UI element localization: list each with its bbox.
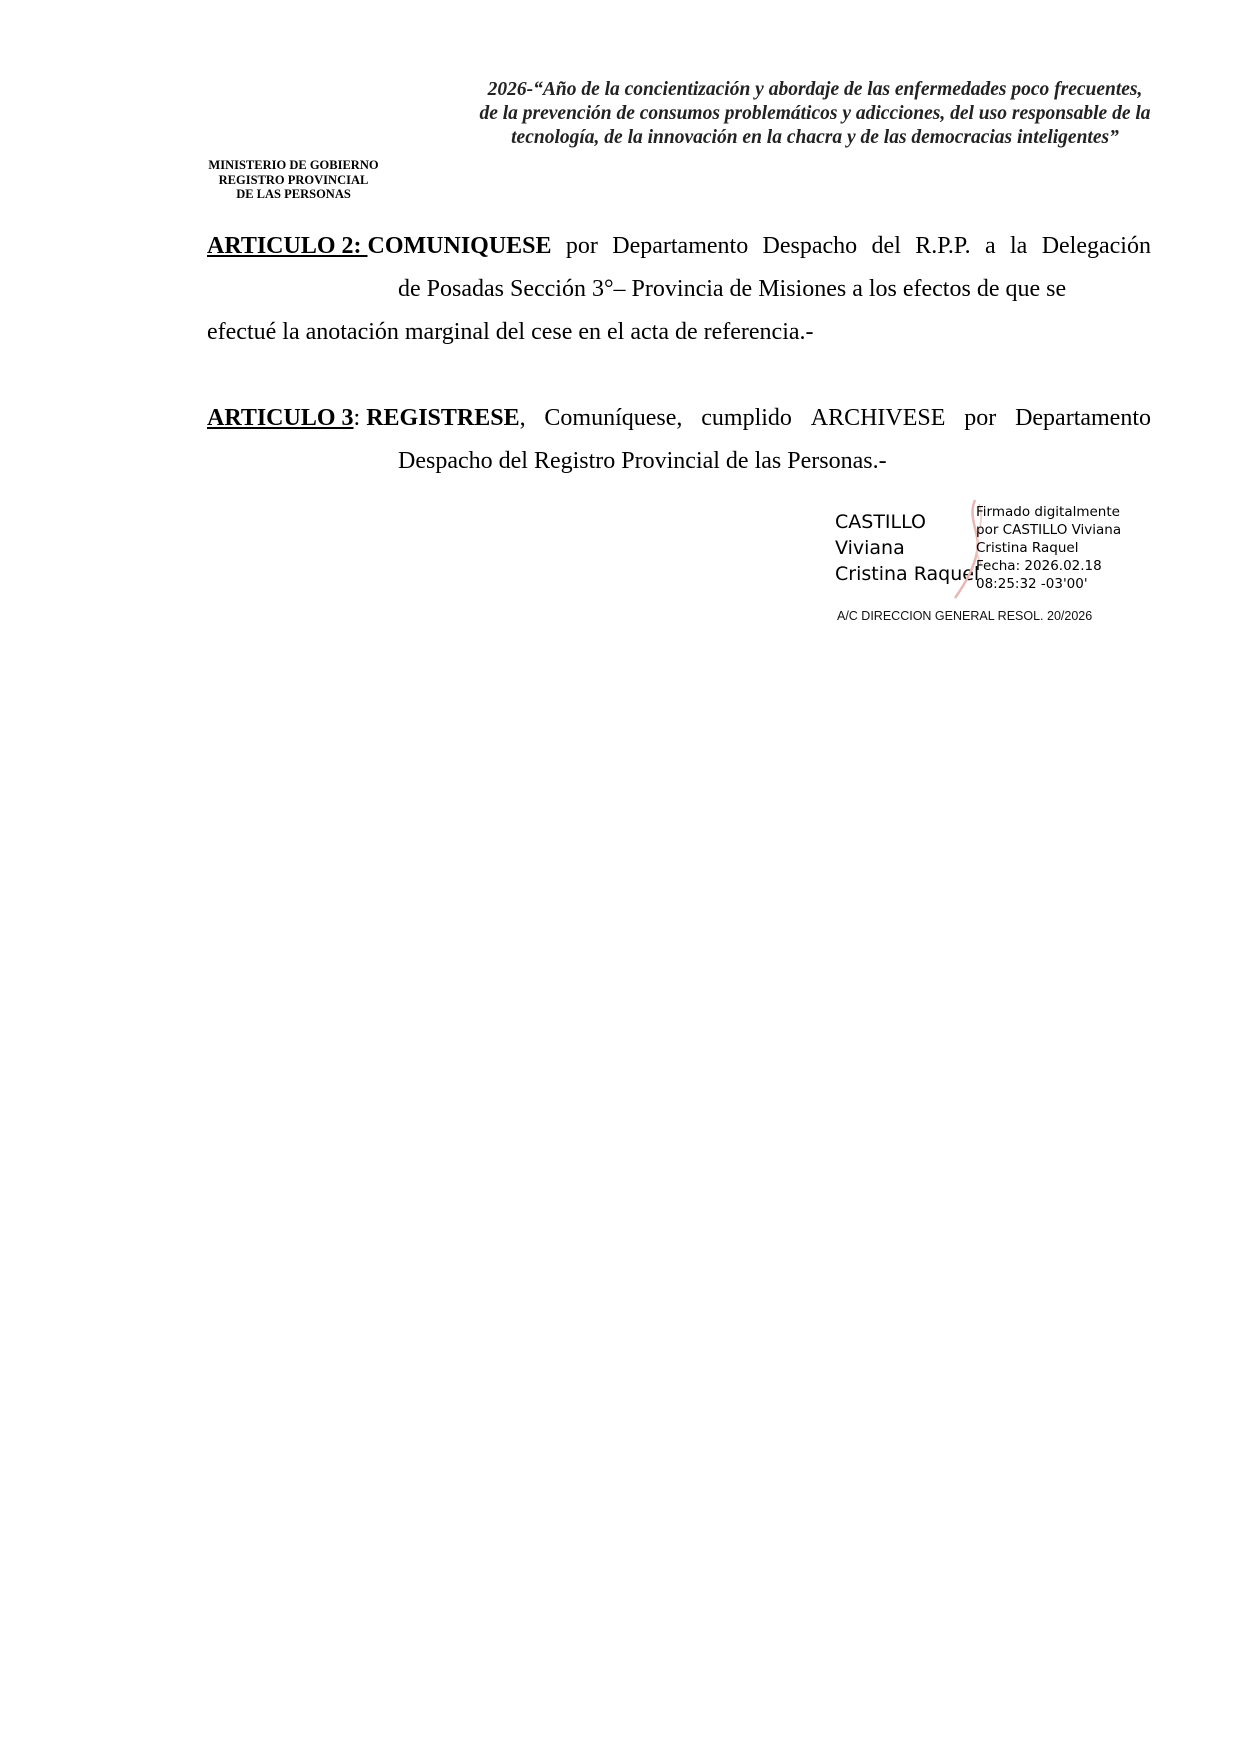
article-2-word: por	[565, 233, 598, 259]
article-2-keyword: COMUNIQUESE	[367, 233, 552, 259]
article-3-label: ARTICULO 3	[207, 405, 354, 431]
article-3-word: ,	[519, 405, 526, 431]
coat-of-arms-logo	[258, 0, 328, 10]
article-2-word: Departamento	[612, 233, 749, 259]
slogan-line: de la prevención de consumos problemáticos y adicciones, del uso responsable de la	[479, 103, 1151, 124]
article-3-word: por	[964, 405, 997, 431]
article-3-word: Comuníquese,	[544, 405, 683, 431]
signature-detail-line: Cristina Raquel	[976, 540, 1079, 556]
article-3-word: cumplido	[701, 405, 792, 431]
article-3-word: ARCHIVESE	[810, 405, 946, 431]
ministry-header	[206, 158, 381, 202]
article-2-word: Delegación	[1041, 233, 1151, 259]
article-2-word: del	[871, 233, 901, 259]
article-2-word: R.P.P.	[915, 233, 971, 259]
signature-detail-line: por CASTILLO Viviana	[976, 522, 1122, 538]
slogan-line: 2026-“Año de la concientización y abordaje de las enfermedades poco frecuentes,	[487, 79, 1143, 100]
ministry-line: DE LAS PERSONAS	[236, 187, 351, 201]
signature-time: 08:25:32 -03'00'	[976, 576, 1088, 592]
article-2-line-1	[207, 225, 1151, 268]
ministry-line: REGISTRO PROVINCIAL	[218, 172, 369, 187]
article-2-word: Despacho	[762, 233, 858, 259]
article-2-line-2: de Posadas Sección 3°– Provincia de Misiones a los efectos de que se	[398, 276, 1067, 302]
signer-name-line: Viviana	[835, 537, 905, 559]
article-2-label: ARTICULO 2:	[207, 233, 368, 259]
slogan-header	[440, 78, 1190, 150]
ministry-line: MINISTERIO DE GOBIERNO	[208, 158, 379, 172]
article-2	[207, 225, 1151, 354]
article-2-word: a	[984, 233, 996, 259]
article-3	[207, 397, 1151, 483]
article-3-keyword: REGISTRESE	[366, 405, 520, 431]
article-2-line-3: efectué la anotación marginal del cese en el acta de referencia.-	[207, 319, 814, 345]
article-3-line-1	[207, 397, 1151, 440]
signer-name-line: CASTILLO	[835, 511, 926, 533]
digital-signature-block	[835, 498, 1165, 628]
article-3-separator: :	[353, 405, 361, 431]
signature-details	[976, 503, 1121, 593]
article-3-line-2: Despacho del Registro Provincial de las Personas.-	[398, 448, 887, 474]
slogan-line: tecnología, de la innovación en la chacra y de las democracias inteligentes”	[511, 127, 1119, 148]
signer-name-line: Cristina Raquel	[835, 563, 980, 585]
signature-caption: A/C DIRECCION GENERAL RESOL. 20/2026	[837, 609, 1093, 623]
signature-date: Fecha: 2026.02.18	[976, 558, 1102, 574]
signature-detail-line: Firmado digitalmente	[976, 504, 1120, 520]
article-2-word: la	[1010, 233, 1028, 259]
article-3-word: Departamento	[1015, 405, 1151, 431]
